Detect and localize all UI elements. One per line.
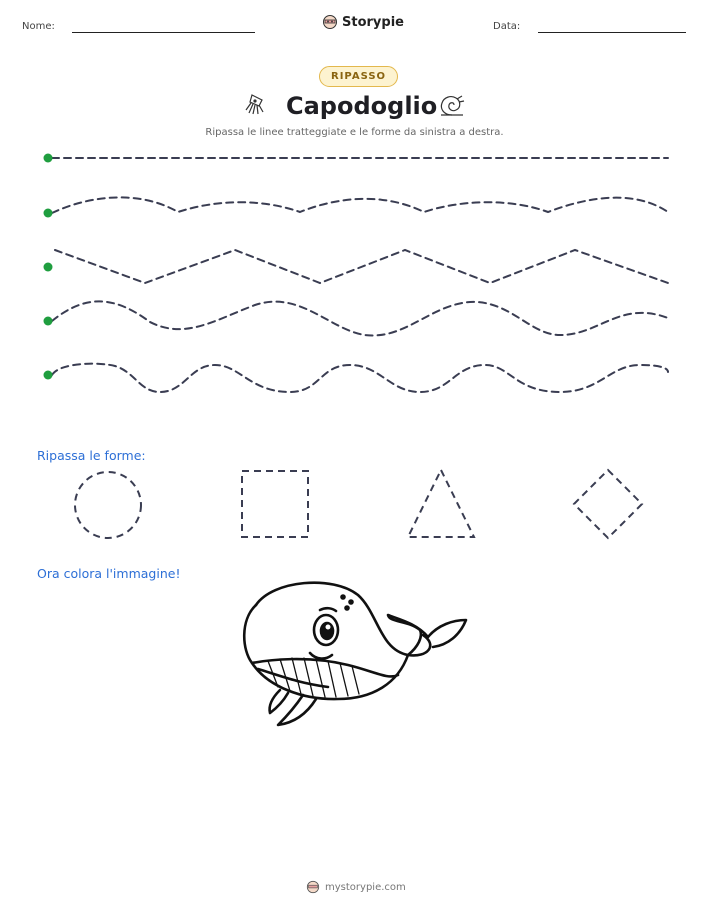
- name-label: Nome:: [22, 21, 55, 32]
- date-label: Data:: [493, 21, 521, 32]
- storypie-logo-icon: [306, 880, 320, 894]
- start-dot: [44, 371, 53, 380]
- tracing-line-wave-2: [52, 301, 668, 335]
- start-dot: [44, 209, 53, 218]
- coloring-section-label: Ora colora l'immagine!: [37, 566, 181, 581]
- start-dot: [44, 317, 53, 326]
- page-subtitle: Ripassa le linee tratteggiate e le forme da sinistra a destra.: [205, 127, 504, 138]
- shape-triangle: [408, 470, 474, 537]
- footer-url[interactable]: mystorypie.com: [325, 881, 406, 893]
- shape-square: [242, 471, 308, 537]
- tracing-line-zigzag: [55, 250, 668, 283]
- tracing-lines: [0, 0, 709, 420]
- shapes-section-label: Ripassa le forme:: [37, 448, 146, 463]
- ripasso-badge: RIPASSO: [319, 66, 398, 87]
- tracing-line-wave-1: [52, 197, 668, 213]
- shape-diamond: [574, 470, 642, 538]
- footer: [306, 880, 406, 894]
- shape-circle: [75, 472, 141, 538]
- tracing-line-wave-3: [52, 364, 668, 392]
- start-dot: [44, 263, 53, 272]
- tracing-shapes: [0, 460, 709, 550]
- brand-name: Storypie: [342, 14, 404, 30]
- page-title: Capodoglio: [286, 92, 438, 120]
- start-dot: [44, 154, 53, 163]
- whale-outline: [238, 575, 470, 740]
